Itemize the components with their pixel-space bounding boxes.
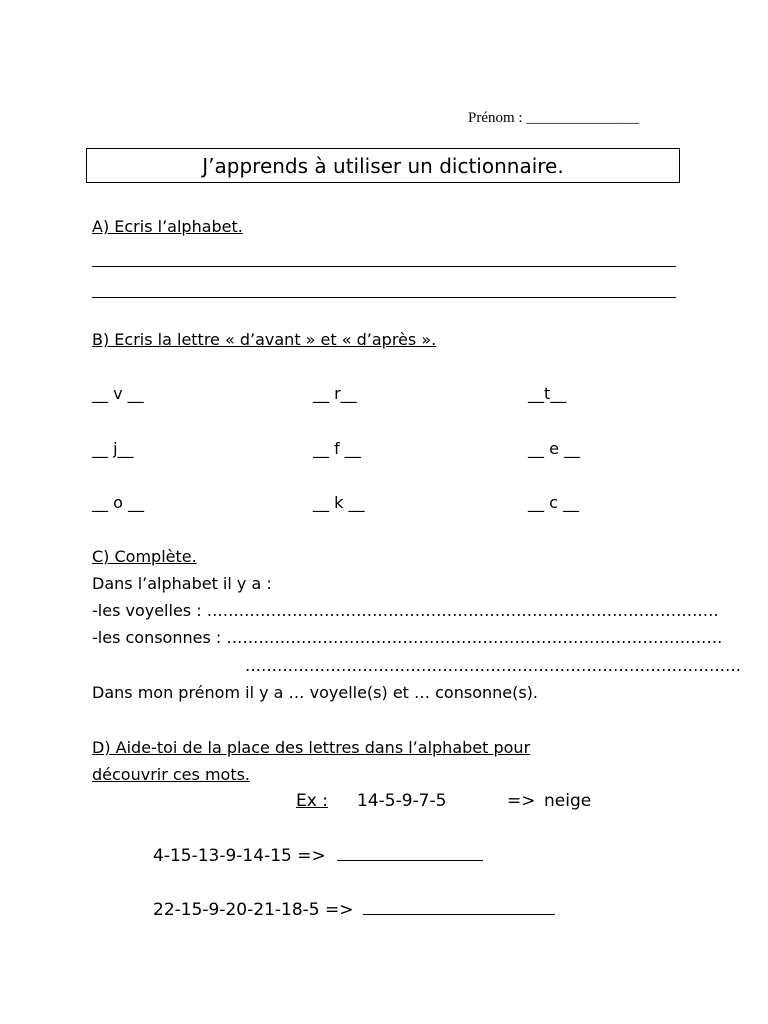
prenom-count-sentence: Dans mon prénom il y a … voyelle(s) et … consonne(s). [92, 683, 539, 702]
section-d-heading-line-1: D) Aide-toi de la place des lettres dans l’alphabet pour [92, 738, 531, 757]
alphabet-writing-line-1 [92, 266, 676, 267]
section-d-heading-line-2: découvrir ces mots. [92, 765, 251, 784]
letter-item: __ k __ [313, 493, 365, 512]
example-code: 14-5-9-7-5 [357, 791, 447, 811]
letter-item: __t__ [528, 384, 567, 403]
consonnes-line: -les consonnes : ………………………………………………………………………………… [92, 628, 723, 647]
answer-blank-1[interactable] [337, 860, 483, 861]
answer-blank-2[interactable] [363, 914, 555, 915]
consonnes-continuation-line: ………………………………………………………………………………… [245, 656, 741, 675]
letter-item: __ j__ [92, 439, 134, 458]
code-word-2-text: 22-15-9-20-21-18-5 => [153, 900, 354, 920]
code-word-1-text: 4-15-13-9-14-15 => [153, 846, 326, 866]
section-c-heading: C) Complète. [92, 547, 197, 566]
alphabet-writing-line-2 [92, 297, 676, 298]
prenom-label: Prénom : _______________ [468, 110, 639, 126]
code-word-1 [153, 846, 483, 866]
worksheet-title [86, 148, 680, 183]
voyelles-line: -les voyelles : …………………………………………………………………………………… [92, 601, 719, 620]
title-text: J’apprends à utiliser un dictionnaire. [202, 153, 564, 178]
letter-item: __ c __ [528, 493, 579, 512]
section-b-heading: B) Ecris la lettre « d’avant » et « d’après ». [92, 330, 437, 349]
alphabet-intro-text: Dans l’alphabet il y a : [92, 574, 272, 593]
letter-item: __ f __ [313, 439, 361, 458]
example-arrow: => [507, 791, 536, 811]
section-a-heading: A) Ecris l’alphabet. [92, 217, 243, 236]
letter-item: __ v __ [92, 384, 144, 403]
example-answer: neige [544, 791, 592, 811]
code-word-2 [153, 900, 555, 920]
example-label: Ex : [296, 791, 328, 811]
letter-item: __ r__ [313, 384, 357, 403]
letter-item: __ e __ [528, 439, 581, 458]
letter-item: __ o __ [92, 493, 144, 512]
